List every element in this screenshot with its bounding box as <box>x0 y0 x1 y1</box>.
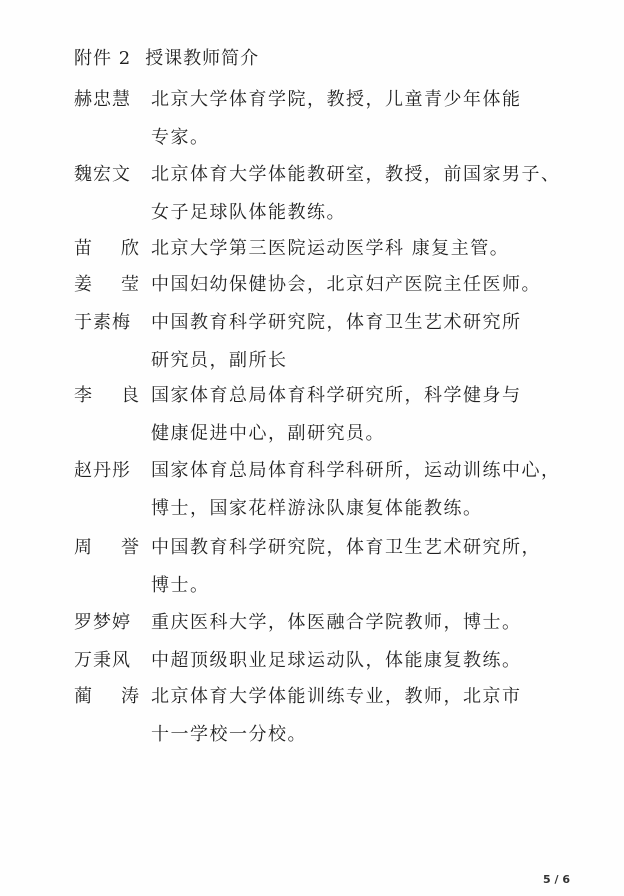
description-line: 国家体育总局体育科学研究所，科学健身与 <box>151 385 522 406</box>
teacher-name: 赵丹彤 <box>74 460 131 481</box>
description-line: 重庆医科大学，体医融合学院教师，博士。 <box>151 612 522 633</box>
page-number: 5 / 6 <box>543 873 570 886</box>
attachment-label: 附件 2 <box>74 48 132 69</box>
teacher-description <box>151 84 522 160</box>
description-line: 中国教育科学研究院，体育卫生艺术研究所 <box>151 312 522 333</box>
description-line: 国家体育总局体育科学科研所，运动训练中心， <box>151 460 561 481</box>
description-line: 专家。 <box>151 127 210 148</box>
description-line: 博士，国家花样游泳队康复体能教练。 <box>151 498 483 519</box>
teacher-description <box>151 607 522 645</box>
teacher-description <box>151 269 541 307</box>
teacher-description <box>151 681 522 757</box>
description-line: 中国教育科学研究院，体育卫生艺术研究所， <box>151 537 541 558</box>
teacher-description <box>151 159 561 235</box>
description-line: 北京体育大学体能训练专业，教师，北京市 <box>151 686 522 707</box>
description-line: 健康促进中心，副研究员。 <box>151 423 385 444</box>
teacher-name: 周 誉 <box>74 537 140 558</box>
teacher-name: 罗梦婷 <box>74 612 131 633</box>
teacher-name: 蔺 涛 <box>74 686 140 707</box>
teacher-name: 赫忠慧 <box>74 89 131 110</box>
teacher-description <box>151 233 509 271</box>
attachment-header <box>74 44 259 70</box>
description-line: 中超顶级职业足球运动队，体能康复教练。 <box>151 650 522 671</box>
teacher-name: 万秉风 <box>74 650 131 671</box>
teacher-name: 苗 欣 <box>74 238 140 259</box>
attachment-title: 授课教师简介 <box>145 48 260 69</box>
description-line: 女子足球队体能教练。 <box>151 202 346 223</box>
teacher-description <box>151 380 522 456</box>
description-line: 北京大学体育学院，教授，儿童青少年体能 <box>151 89 522 110</box>
description-line: 中国妇幼保健协会，北京妇产医院主任医师。 <box>151 274 541 295</box>
teacher-description <box>151 645 522 683</box>
teacher-name: 李 良 <box>74 385 140 406</box>
teacher-description <box>151 455 561 531</box>
description-line: 研究员，副所长 <box>151 350 288 371</box>
teacher-name: 于素梅 <box>74 312 131 333</box>
description-line: 北京大学第三医院运动医学科 康复主管。 <box>151 238 510 259</box>
description-line: 北京体育大学体能教研室，教授，前国家男子、 <box>151 164 561 185</box>
teacher-description <box>151 532 541 608</box>
description-line: 十一学校一分校。 <box>151 724 307 745</box>
description-line: 博士。 <box>151 575 210 596</box>
teacher-description <box>151 307 522 383</box>
teacher-name: 魏宏文 <box>74 164 131 185</box>
teacher-name: 姜 莹 <box>74 274 140 295</box>
